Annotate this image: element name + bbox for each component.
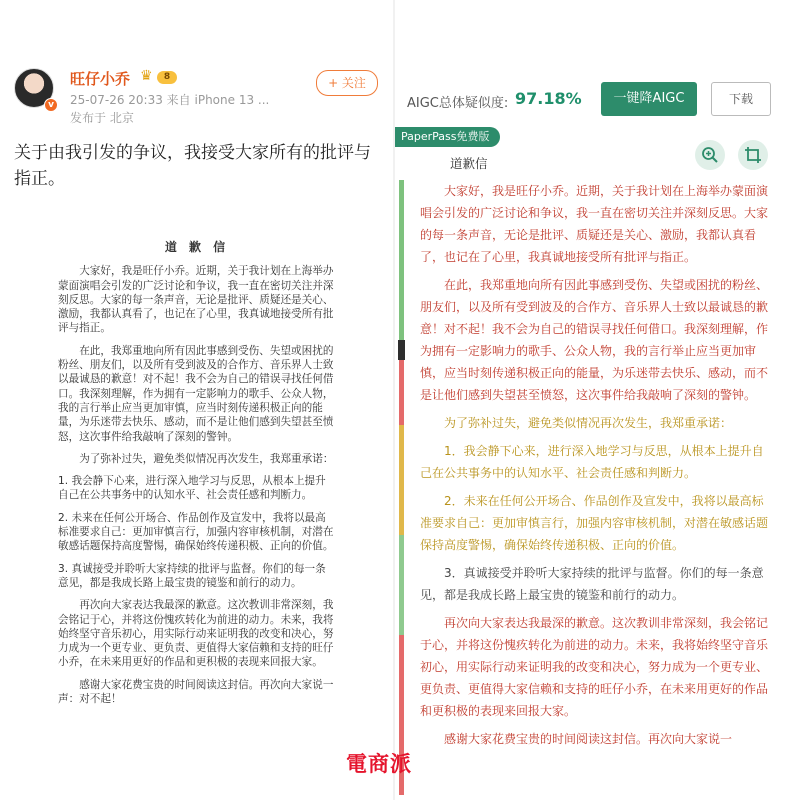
report-paragraph-high[interactable]: 大家好，我是旺仔小乔。近期，关于我计划在上海举办蒙面演唱会引发的广泛讨论和争议，我一直在密切关注并深刻反思。大家的每一条声音，无论是批评、质疑还是关心、激励，我都认真看了，也记在了心里，我真诚地接受所有批评与指正。	[420, 184, 769, 264]
verified-badge-icon: v	[44, 98, 58, 112]
letter-paragraph: 大家好，我是旺仔小乔。近期，关于我计划在上海举办蒙面演唱会引发的广泛讨论和争议，我一直在密切关注并深刻反思。大家的每一条声音，无论是批评、质疑还是关心、激励，我都认真看了，也记在了心里，我真诚地接受所有批评与指正。	[58, 265, 334, 335]
report-paragraph-low[interactable]: 3．真诚接受并聆听大家持续的批评与监督。你们的每一条意见，都是我成长路上最宝贵的镜鉴和前行的动力。	[420, 566, 764, 602]
report-paragraph-high[interactable]: 在此，我郑重地向所有因此事感到受伤、失望或困扰的粉丝、朋友们，以及所有受到波及的合作方、音乐界人士致以最诚恳的歉意！对不起！我不会为自己的错误寻找任何借口。我深刻理解，作为拥有一定影响力的歌手、公众人物，我的言行举止应当更加审慎，应当时刻传递积极正向的能量，为乐迷带去快乐、感动，而不是让他们感到失望甚至愤怒，这次事件给我敲响了深刻的警钟。	[420, 278, 769, 402]
letter-paragraph: 1. 我会静下心来，进行深入地学习与反思，从根本上提升自己在公共事务中的认知水平、社会责任感和判断力。	[58, 475, 326, 502]
report-paragraph-high[interactable]: 感谢大家花费宝贵的时间阅读这封信。再次向大家说一	[444, 732, 733, 746]
post-timestamp: 25-07-26 20:33 来自 iPhone 13 ...	[70, 93, 270, 107]
similarity-bar-segment	[399, 535, 404, 635]
letter-paragraph: 为了弥补过失，避免类似情况再次发生，我郑重承诺：	[79, 452, 334, 465]
letter-paragraph: 2. 未来在任何公开场合、作品创作及宣发中，我将以最高标准要求自己：更加审慎言行，加强内容审核机制，对潜在敏感话题保持高度警惕，确保始终传递积极、正向的价值。	[58, 511, 334, 553]
zoom-in-icon[interactable]	[695, 140, 725, 170]
report-title: 道歉信	[450, 156, 488, 171]
social-post	[0, 0, 392, 800]
similarity-bar-segment	[399, 360, 404, 425]
letter-paragraph: 再次向大家表达我最深的歉意。这次教训非常深刻，我会铭记于心，并将这份愧疚转化为前进的动力。未来，我将始终坚守音乐初心，用实际行动来证明我的改变和决心，努力成为一个更专业、更负责、更值得大家信赖和支持的旺仔小乔，在未来用更好的作品和更积极的表现来回报大家。	[58, 599, 334, 669]
username[interactable]: 旺仔小乔	[70, 70, 131, 88]
report-paragraph-high[interactable]: 再次向大家表达我最深的歉意。这次教训非常深刻，我会铭记于心，并将这份愧疚转化为前进的动力。未来，我将始终坚守音乐初心，用实际行动来证明我的改变和决心，努力成为一个更专业、更负责、更值得大家信赖和支持的旺仔小乔，在未来用更好的作品和更积极的表现来回报大家。	[420, 616, 769, 718]
watermark-logo: 電商派	[346, 751, 412, 776]
report-body	[420, 180, 775, 756]
letter-paragraph: 感谢大家花费宝贵的时间阅读这封信。再次向大家说一声：对不起！	[58, 678, 334, 706]
aigc-score-label: AIGC总体疑似度:	[407, 96, 509, 111]
similarity-bar-segment	[399, 180, 404, 340]
aigc-score-value: 97.18%	[515, 89, 582, 108]
letter-title: 道 歉 信	[164, 240, 230, 254]
reduce-aigc-button[interactable]: 一键降AIGC	[601, 82, 697, 116]
crown-icon: ♛	[140, 68, 153, 84]
post-location: 发布于 北京	[70, 111, 134, 125]
crop-icon[interactable]	[738, 140, 768, 170]
download-button[interactable]: 下载	[711, 82, 771, 116]
post-headline: 关于由我引发的争议，我接受大家所有的批评与指正。	[14, 143, 371, 189]
similarity-bar-marker[interactable]	[398, 340, 405, 360]
report-paragraph-medium[interactable]: 2．未来在任何公开场合、作品创作及宣发中，我将以最高标准要求自己：更加审慎言行，加强内容审核机制，对潜在敏感话题保持高度警惕，确保始终传递积极、正向的价值。	[420, 494, 769, 552]
paperpass-tag: PaperPass免费版	[395, 127, 500, 147]
letter-paragraph: 3. 真诚接受并聆听大家持续的批评与监督。你们的每一条意见，都是我成长路上最宝贵的镜鉴和前行的动力。	[58, 562, 326, 589]
aigc-report-panel	[395, 0, 800, 800]
report-paragraph-medium[interactable]: 1．我会静下心来，进行深入地学习与反思，从根本上提升自己在公共事务中的认知水平、社会责任感和判断力。	[420, 444, 764, 480]
letter-paragraph: 在此，我郑重地向所有因此事感到受伤、失望或困扰的粉丝、朋友们，以及所有受到波及的合作方、音乐界人士致以最诚恳的歉意！对不起！我不会为自己的错误寻找任何借口。我深刻理解，作为拥有一定影响力的歌手、公众人物，我的言行举止应当更加审慎，应当时刻传递积极正向的能量，为乐迷带去快乐、感动，而不是让他们感到失望甚至愤怒，这次事件给我敲响了深刻的警钟。	[58, 344, 334, 443]
letter-image[interactable]	[58, 240, 336, 714]
similarity-bar-segment	[399, 425, 404, 535]
level-badge: 8	[157, 71, 177, 84]
report-paragraph-medium[interactable]: 为了弥补过失，避免类似情况再次发生，我郑重承诺：	[444, 416, 733, 430]
follow-button[interactable]: + 关注	[316, 70, 378, 96]
